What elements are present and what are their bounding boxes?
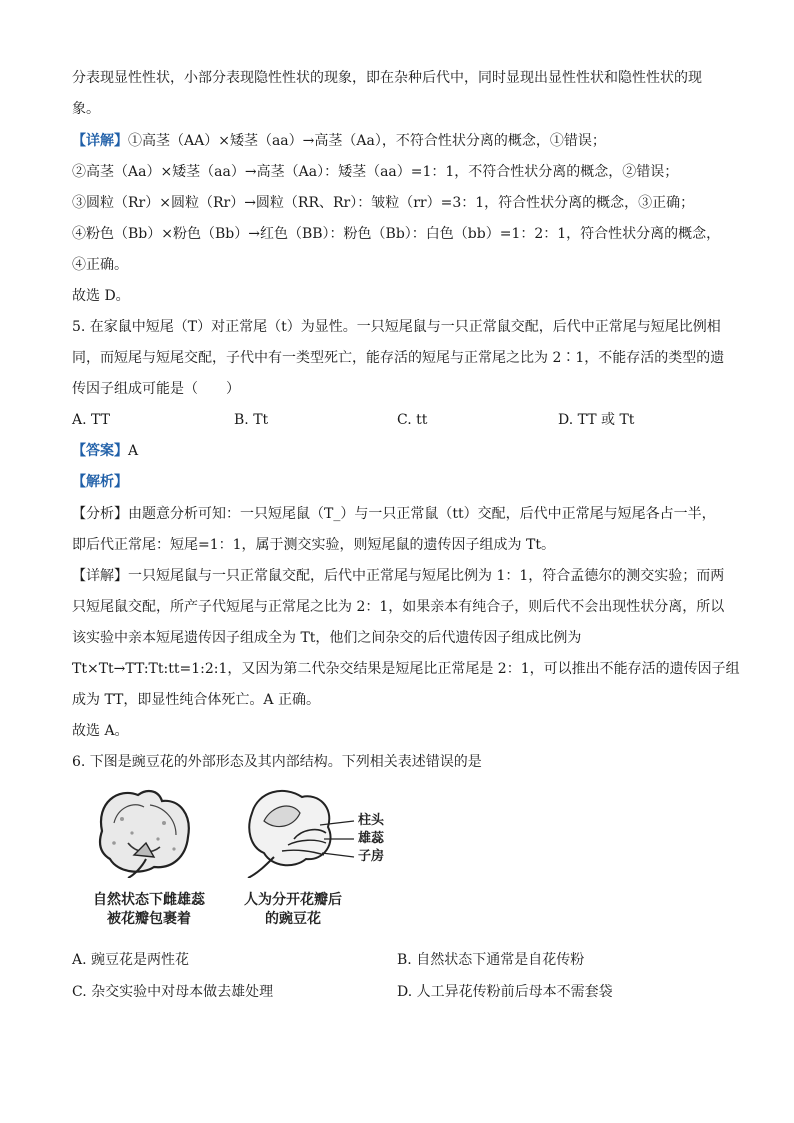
text-line: ②高茎（Aa）×矮茎（aa）→高茎（Aa）：矮茎（aa）=1：1，不符合性状分离的概念，②错误； xyxy=(72,164,679,180)
right-figure-caption xyxy=(228,891,358,929)
caption-line: 人为分开花瓣后 xyxy=(244,892,342,908)
caption-line: 被花瓣包裹着 xyxy=(107,911,191,927)
question-6-stem: 6. 下图是豌豆花的外部形态及其内部结构。下列相关表述错误的是 xyxy=(72,754,482,770)
answer-line xyxy=(72,441,138,461)
text-line: 只短尾鼠交配，所产子代短尾与正常尾之比为 2：1，如果亲本有纯合子，则后代不会出现性状分离，所以 xyxy=(72,599,725,615)
label-stamen: 雄蕊 xyxy=(358,831,385,846)
text-line: ③圆粒（Rr）×圆粒（Rr）→圆粒（RR、Rr）：皱粒（rr）=3：1，符合性状分离的概念，③正确； xyxy=(72,195,695,211)
option-a: A. 豌豆花是两性花 xyxy=(72,952,190,968)
detail-text: 一只短尾鼠与一只正常鼠交配，后代中正常尾与短尾比例为 1：1，符合孟德尔的测交实验；而两 xyxy=(128,568,725,584)
answer-value: A xyxy=(128,443,139,459)
text-line: 分表现显性性状，小部分表现隐性性状的现象，即在杂种后代中，同时显现出显性性状和隐性性状的现 xyxy=(72,70,702,86)
fenxi-tag: 【分析】 xyxy=(72,506,128,522)
question-5-stem: 传因子组成可能是（ ） xyxy=(72,381,240,397)
detail-tag: 【详解】 xyxy=(72,568,128,584)
fenxi-text: 由题意分析可知：一只短尾鼠（T_）与一只正常鼠（tt）交配，后代中正常尾与短尾各占一半， xyxy=(128,506,716,522)
label-ovary: 子房 xyxy=(358,849,385,864)
text-line: 该实验中亲本短尾遗传因子组成全为 Tt，他们之间杂交的后代遗传因子组成比例为 xyxy=(72,630,582,646)
pea-flower-figure xyxy=(88,783,398,933)
closed-flower-drawing xyxy=(100,791,189,878)
question-5-stem: 同，而短尾与短尾交配，子代中有一类型死亡，能存活的短尾与正常尾之比为 2∶1，不能存活的类型的遗 xyxy=(72,350,725,366)
analysis-tag: 【解析】 xyxy=(72,474,128,490)
text-line: 象。 xyxy=(72,101,100,117)
detail-tag: 【详解】 xyxy=(72,133,128,149)
text-line xyxy=(72,131,606,151)
text-line xyxy=(72,566,724,586)
question-5-stem: 5. 在家鼠中短尾（T）对正常尾（t）为显性。一只短尾鼠与一只正常鼠交配，后代中正常尾与短尾比例相 xyxy=(72,319,721,335)
option-c: C. 杂交实验中对母本做去雄处理 xyxy=(72,984,274,1000)
option-c: C. tt xyxy=(397,412,428,428)
conclusion-line: 故选 D。 xyxy=(72,288,130,304)
option-a: A. TT xyxy=(72,412,110,428)
text-line: 即后代正常尾：短尾=1：1，属于测交实验，则短尾鼠的遗传因子组成为 Tt。 xyxy=(72,537,555,553)
label-stigma: 柱头 xyxy=(358,813,385,828)
caption-line: 的豌豆花 xyxy=(265,911,321,927)
option-d: D. 人工异花传粉前后母本不需套袋 xyxy=(397,984,613,1000)
analysis-heading xyxy=(72,472,128,492)
text-line xyxy=(72,504,716,524)
option-b: B. 自然状态下通常是自花传粉 xyxy=(397,952,585,968)
option-b: B. Tt xyxy=(234,412,269,428)
text-line: Tt×Tt→TT:Tt:tt=1:2:1，又因为第二代杂交结果是短尾比正常尾是 2：1，可以推出不能存活的遗传因子组 xyxy=(72,661,740,677)
text-line: 成为 TT，即显性纯合体死亡。A 正确。 xyxy=(72,692,320,708)
caption-line: 自然状态下雌雄蕊 xyxy=(93,892,205,908)
text-line: ④正确。 xyxy=(72,257,128,273)
opened-flower-drawing xyxy=(248,791,354,878)
detail-text: ①高茎（AA）×矮茎（aa）→高茎（Aa），不符合性状分离的概念，①错误； xyxy=(128,133,606,149)
pea-flower-illustration xyxy=(88,783,398,878)
option-d: D. TT 或 Tt xyxy=(558,412,635,428)
answer-tag: 【答案】 xyxy=(72,443,128,459)
conclusion-line: 故选 A。 xyxy=(72,723,129,739)
left-figure-caption xyxy=(82,891,216,929)
text-line: ④粉色（Bb）×粉色（Bb）→红色（BB）：粉色（Bb）：白色（bb）=1：2：1，符合性状分离的概念， xyxy=(72,226,721,242)
